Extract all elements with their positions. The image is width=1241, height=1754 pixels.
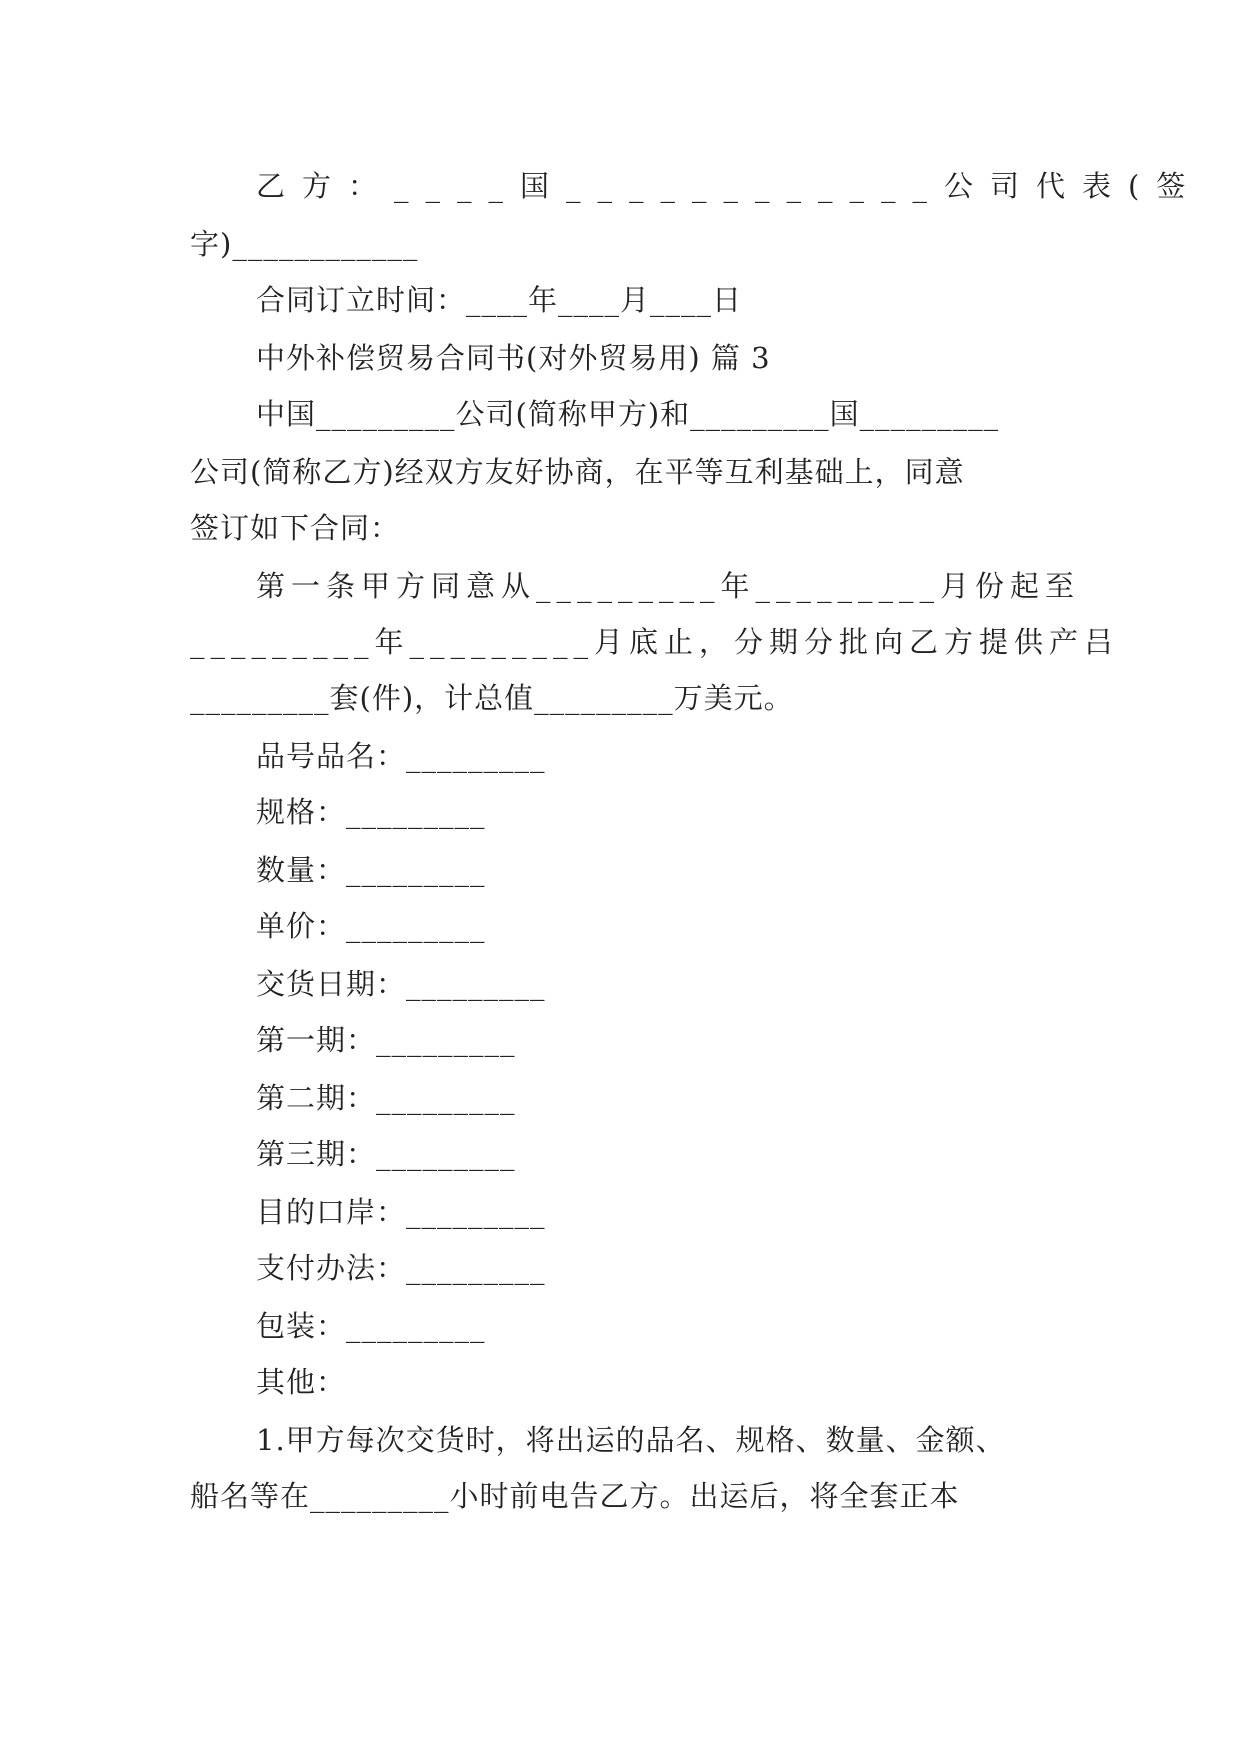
field-phase-3: 第三期：_________ [256,1137,516,1171]
contract-date-line: 合同订立时间：____年____月____日 [256,283,743,317]
clause-1-line-2: 船名等在_________小时前电告乙方。出运后，将全套正本 [190,1479,960,1513]
article-1-line-1: 第一条甲方同意从_________年_________月份起至 [256,569,1081,603]
article-1-line-2: _________年_________月底止，分期分批向乙方提供产吕 [190,625,1120,659]
clause-1-line-1: 1.甲方每次交货时，将出运的品名、规格、数量、金额、 [256,1423,1006,1457]
field-product-name: 品号品名：_________ [256,739,546,773]
parties-intro-line: 中国_________公司(简称甲方)和_________国_________ [256,397,1000,431]
field-quantity: 数量：_________ [256,853,486,887]
field-unit-price: 单价：_________ [256,909,486,943]
field-other: 其他： [256,1365,347,1399]
field-packaging: 包装：_________ [256,1309,486,1343]
parties-intro-line-end: 签订如下合同： [190,511,401,545]
article-1-line-3: _________套(件)，计总值_________万美元。 [190,681,794,715]
section-heading: 中外补偿贸易合同书(对外贸易用) 篇 3 [256,341,771,375]
field-destination-port: 目的口岸：_________ [256,1195,546,1229]
field-phase-2: 第二期：_________ [256,1081,516,1115]
party-b-signature-line-cont: 字)____________ [190,227,419,261]
field-delivery-date: 交货日期：_________ [256,967,546,1001]
field-specification: 规格：_________ [256,795,486,829]
parties-intro-line-cont: 公司(简称乙方)经双方友好协商，在平等互利基础上，同意 [190,455,965,489]
field-phase-1: 第一期：_________ [256,1023,516,1057]
party-b-signature-line: 乙方：____国____________公司代表(签 [256,169,1203,203]
field-payment-method: 支付办法：_________ [256,1251,546,1285]
